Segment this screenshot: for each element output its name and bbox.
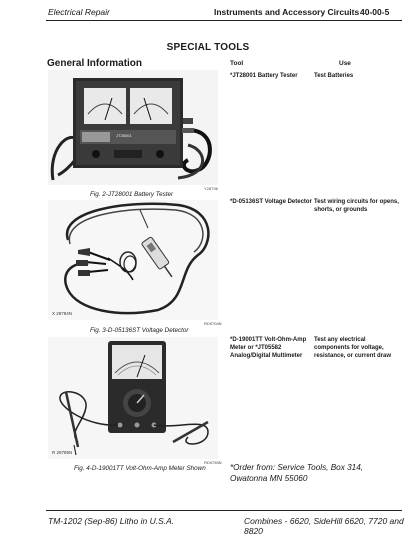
header-section: Electrical Repair bbox=[48, 7, 110, 17]
order-note: *Order from: Service Tools, Box 314, Owatonna MN 55060 bbox=[230, 463, 364, 483]
page-title: SPECIAL TOOLS bbox=[166, 42, 250, 53]
column-header-tool: Tool bbox=[230, 60, 244, 67]
figure-2-caption: Fig. 2-JT28001 Battery Tester bbox=[90, 191, 174, 198]
multimeter-photo bbox=[48, 337, 218, 459]
tool-use-3: Test any electrical components for voltage, resistance, or current draw bbox=[314, 337, 392, 359]
header-rule bbox=[46, 20, 402, 21]
figure-3-caption: Fig. 3-D-05136ST Voltage Detector bbox=[90, 327, 189, 334]
tool-name-3: *D-19001TT Volt-Ohm-Amp Meter or *JT05582 Analog/Digital Multimeter bbox=[230, 337, 307, 359]
footer-rule bbox=[46, 510, 402, 511]
header-page-number: 40-00-5 bbox=[360, 7, 390, 17]
figure-4-caption: Fig. 4-D-19001TT Volt-Ohm-Amp Meter Shown bbox=[74, 465, 206, 472]
header-title: Instruments and Accessory Circuits bbox=[214, 7, 360, 17]
column-header-use: Use bbox=[339, 60, 351, 67]
tool-use-2: Test wiring circuits for opens, shorts, or grounds bbox=[314, 199, 399, 213]
figure-4-code: RD9755N bbox=[204, 460, 222, 465]
tool-use-1: Test Batteries bbox=[314, 73, 354, 79]
footer-right: Combines - 6620, SideHill 6620, 7720 and 8820 bbox=[244, 516, 404, 536]
meter-label: JT28001 bbox=[116, 133, 132, 138]
section-heading: General Information bbox=[47, 58, 143, 69]
battery-tester-photo bbox=[48, 70, 218, 185]
figure-3-stamp: X 29794N bbox=[52, 311, 73, 316]
tool-name-1: *JT28001 Battery Tester bbox=[230, 73, 298, 79]
figure-3-code: RD9704N bbox=[204, 321, 222, 326]
figure-2-code: Y28736 bbox=[204, 186, 218, 191]
tool-name-2: *D-05136ST Voltage Detector bbox=[230, 199, 312, 205]
voltage-detector-photo bbox=[48, 200, 218, 320]
figure-4-stamp: R 29785N bbox=[52, 450, 73, 455]
footer-left: TM-1202 (Sep-86) Litho in U.S.A. bbox=[48, 516, 175, 526]
